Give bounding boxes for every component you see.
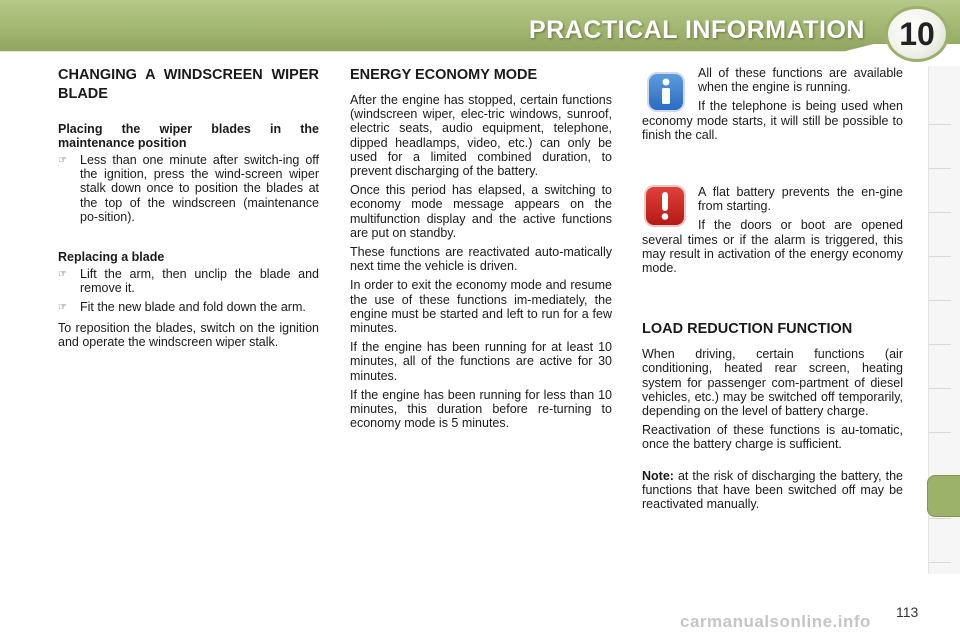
note-paragraph [642, 469, 903, 512]
warning-note [642, 185, 903, 275]
list-item: ☞ Lift the arm, then unclip the blade and remove it. [58, 267, 319, 296]
tab-divider [929, 344, 951, 345]
tab-divider [929, 388, 951, 389]
page-header [0, 0, 960, 56]
energy-paragraph: Once this period has elapsed, a switching to economy mode message appears on the multifunction display and the active functions are put on standby. [350, 183, 612, 240]
wiper-section-title: CHANGING A WINDSCREEN WIPER BLADE [58, 67, 319, 102]
tab-divider [929, 562, 951, 563]
list-item: ☞ Fit the new blade and fold down the arm. [58, 300, 306, 315]
chapter-number-badge: 10 [885, 6, 949, 62]
header-notch [0, 44, 960, 56]
wiper-section [58, 66, 319, 354]
warning-note-text: A flat battery prevents the en-gine from starting. [698, 185, 903, 214]
replacing-subheading: Replacing a blade [58, 250, 165, 265]
tab-divider [929, 256, 951, 257]
note-text: at the risk of discharging the battery, the functions that have been switched off may be reactivated manually. [642, 468, 903, 512]
tab-divider [929, 432, 951, 433]
note-label: Note: [642, 468, 674, 483]
pointing-hand-icon: ☞ [58, 302, 67, 314]
energy-section-title: ENERGY ECONOMY MODE [350, 67, 538, 83]
watermark: carmanualsonline.info [680, 612, 871, 631]
info-note [642, 66, 903, 142]
pointing-hand-icon: ☞ [58, 155, 67, 166]
load-paragraph: When driving, certain functions (air conditioning, heated rear screen, heating system for passenger com-partment of diesel vehicles, etc.) may be switched off temporarily, depending on the level of battery charge. [642, 347, 903, 419]
energy-paragraph: If the engine has been running for at least 10 minutes, all of the functions are active for 30 minutes. [350, 340, 612, 383]
energy-economy-section [350, 66, 612, 435]
wiper-closing-text: To reposition the blades, switch on the ignition and operate the windscreen wiper stalk. [58, 320, 319, 349]
tab-divider [929, 518, 951, 519]
maintenance-subheading: Placing the wiper blades in the maintenance position [58, 122, 319, 150]
tab-divider [929, 168, 951, 169]
tab-divider [929, 124, 951, 125]
info-note-text: All of these functions are available when the engine is running. [698, 66, 903, 95]
energy-paragraph: After the engine has stopped, certain functions (windscreen wiper, elec-tric windows, sunroof, electric seats, audio equipment, telephone, dipped headlamps, video, etc.) can only be used for a limited combined duration, to prevent discharging of the battery. [350, 93, 612, 179]
energy-paragraph: If the engine has been running for less than 10 minutes, this duration before re-turning to economy mode is 5 minutes. [350, 387, 612, 431]
load-paragraph: Reactivation of these functions is au-tomatic, once the battery charge is sufficient. [642, 423, 903, 452]
notes-column [642, 66, 903, 516]
info-icon [647, 72, 685, 112]
chapter-tab-active[interactable] [927, 475, 960, 517]
warning-note-text: If the doors or boot are opened several times or if the alarm is triggered, this may result in activation of the energy economy mode. [642, 218, 903, 276]
energy-paragraph: In order to exit the economy mode and resume the use of these functions im-mediately, the engine must be started and left to run for a few minutes. [350, 278, 612, 336]
list-item: ☞ Less than one minute after switch-ing off the ignition, press the wind-screen wiper stalk down once to position the blades at the top of the windscreen (maintenance po-sition). [58, 153, 319, 224]
info-note-text: If the telephone is being used when economy mode starts, it will still be possible to finish the call. [642, 99, 903, 142]
tab-divider [929, 300, 951, 301]
pointing-hand-icon: ☞ [58, 269, 67, 281]
load-reduction-title: LOAD REDUCTION FUNCTION [642, 321, 853, 338]
page-title: PRACTICAL INFORMATION [529, 16, 865, 44]
tab-divider [929, 212, 951, 213]
energy-paragraph: These functions are reactivated auto-matically next time the vehicle is driven. [350, 245, 612, 274]
page-number: 113 [896, 604, 919, 620]
warning-icon [644, 185, 686, 227]
